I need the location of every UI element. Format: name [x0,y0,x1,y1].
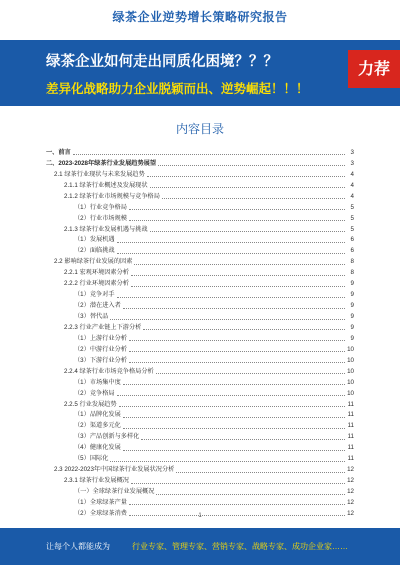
toc-entry-page: 10 [347,356,354,364]
footer-tagline: 行业专家、管理专家、营销专家、战略专家、成功企业家…… [132,542,348,551]
toc-entry-title: （1）行业竞争格局 [74,203,127,211]
toc-leader-dots [156,492,345,495]
toc-entry[interactable] [46,452,354,463]
toc-entry-title: （1）市场集中度 [74,378,121,386]
toc-entry-title: 2.3.1 绿茶行业发展概况 [64,477,129,485]
toc-entry[interactable] [46,376,354,387]
toc-entry-title: （1）全球绿茶产量 [74,498,127,506]
toc-entry-title: （3）替代品 [74,313,109,320]
toc-entry-title: 2.2 影响绿茶行业发展的因素 [54,258,133,266]
toc-entry-page: 9 [350,280,354,288]
toc-entry-title: 2.3 2022-2023年中国绿茶行业发展状况分析 [54,466,175,474]
toc-entry-page: 11 [347,411,354,419]
toc-entry[interactable] [46,398,354,409]
toc-entry[interactable] [46,354,354,365]
toc-entry[interactable] [46,244,354,255]
header-strip [0,0,400,34]
toc-entry-title: （2）潜在进入者 [74,302,121,310]
toc-entry[interactable] [46,441,354,452]
toc-leader-dots [119,404,345,407]
toc-leader-dots [123,448,345,451]
toc-entry[interactable] [46,419,354,430]
toc-entry-title: 2.2.1 宏观环境因素分析 [64,269,129,277]
toc-leader-dots [123,382,345,385]
toc-entry-title: （2）全球绿茶消费 [74,509,127,517]
toc-entry-title: （3）下游行业分析 [74,356,127,364]
toc-entry[interactable] [46,343,354,354]
toc-entry-page: 4 [350,170,354,178]
toc-leader-dots [123,415,345,418]
footer-banner [0,528,400,565]
toc-entry-page: 10 [347,389,354,397]
toc-entry-page: 4 [350,181,354,189]
toc-entry[interactable] [46,277,354,288]
toc-entry-page: 3 [350,159,354,167]
toc-leader-dots [162,196,345,199]
toc-entry[interactable] [46,255,354,266]
toc-entry-title: 2.2.2 行业环境因素分析 [64,280,129,288]
toc-entry-page: 12 [347,488,354,495]
toc-entry-title: 2.1.2 绿茶行业市场规模与竞争格局 [64,192,160,200]
toc-leader-dots [156,371,345,374]
banner-title: 绿茶企业如何走出同质化困境？？？ [46,54,278,70]
toc-leader-dots [147,174,345,177]
toc-leader-dots [176,470,345,473]
toc-leader-dots [117,393,345,396]
toc-entry-title: （一）全球绿茶行业发展概况 [74,488,155,495]
toc-entry-title: 2.2.4 绿茶行业市场竞争格局分析 [64,367,154,375]
toc-leader-dots [158,163,345,166]
report-title: 绿茶企业逆势增长策略研究报告 [112,10,288,24]
toc-entry[interactable] [46,485,354,496]
toc-entry-page: 10 [347,367,354,375]
toc-entry-title: 一、前言 [46,148,71,156]
toc-entry-page: 5 [350,225,354,233]
toc-entry-title: （1）竞争对手 [74,291,115,299]
toc-entry[interactable] [46,496,354,507]
toc-leader-dots [129,338,345,341]
toc-entry-page: 9 [350,302,354,310]
toc-entry-page: 6 [350,236,354,244]
toc-leader-dots [117,240,345,243]
toc-leader-dots [117,251,345,254]
toc-leader-dots [129,502,345,505]
toc-entry-title: （2）渠道多元化 [74,422,121,430]
toc-leader-dots [73,152,345,155]
toc-entry[interactable] [46,179,354,190]
toc-leader-dots [129,207,345,210]
title-banner [0,40,400,106]
toc-entry[interactable] [46,310,354,321]
banner-subtitle: 差异化战略助力企业脱颖而出、逆势崛起！！！ [46,82,309,96]
toc-leader-dots [150,185,345,188]
toc-leader-dots [131,273,345,276]
toc-leader-dots [129,218,345,221]
toc-leader-dots [131,481,345,484]
toc-entry-title: （2）竞争格局 [74,389,115,397]
toc-entry-page: 5 [350,214,354,222]
toc-entry-page: 3 [350,148,354,156]
toc-entry[interactable] [46,387,354,398]
toc-entry[interactable] [46,223,354,234]
toc-entry[interactable] [46,321,354,332]
toc-leader-dots [143,327,345,330]
toc-entry-page: 11 [347,422,354,430]
toc-entry[interactable] [46,146,354,157]
toc-entry-title: （1）上游行业分析 [74,334,127,342]
toc-leader-dots [141,437,345,440]
toc-entry[interactable] [46,234,354,245]
toc-entry-title: （2）行业市场规模 [74,214,127,222]
toc-leader-dots [131,284,345,287]
toc-leader-dots [134,262,345,265]
toc-entry[interactable] [46,430,354,441]
toc-entry[interactable] [46,212,354,223]
toc-entry-page: 12 [347,498,354,506]
toc-entry-title: （2）中游行业分析 [74,345,127,353]
toc-entry-page: 10 [347,378,354,386]
toc-title: 内容目录 [175,122,224,136]
toc-entry[interactable] [46,266,354,277]
toc-entry-page: 12 [347,477,354,485]
toc-leader-dots [150,229,345,232]
footer-slogan: 让每个人都能成为 [46,542,110,551]
toc-entry[interactable] [46,299,354,310]
toc-entry-page: 11 [347,455,354,463]
toc-entry[interactable] [46,474,354,485]
toc-entry[interactable] [46,463,354,474]
toc-entry[interactable] [46,168,354,179]
toc-leader-dots [129,349,345,352]
page-number: 1 [198,513,202,519]
toc-entry-page: 11 [347,400,354,408]
toc-leader-dots [123,426,345,429]
toc-entry-page: 12 [347,466,354,474]
toc-entry-title: 2.2.5 行业发展趋势 [64,400,117,408]
toc-entry-page: 6 [350,247,354,255]
toc-entry-page: 12 [347,509,354,517]
toc-entry-title: （4）健康化发展 [74,444,121,452]
toc-entry-page: 11 [347,433,354,441]
toc-entry[interactable] [46,288,354,299]
recommend-badge: 力荐 [348,50,400,88]
toc-entry-title: （2）面临挑战 [74,247,115,255]
toc-entry-title: （5）国际化 [74,455,109,463]
toc-entry-page: 5 [350,203,354,211]
toc-entry-page: 9 [350,291,354,299]
toc-entry-title: （1）品牌化发展 [74,411,121,419]
toc-entry[interactable] [46,157,354,168]
toc-entry-page: 4 [350,192,354,200]
toc-leader-dots [129,360,345,363]
toc-entry-page: 9 [350,313,354,320]
toc-entry[interactable] [46,201,354,212]
toc-entry-page: 8 [350,269,354,277]
toc-leader-dots [117,295,345,298]
table-of-contents [46,146,354,518]
toc-entry-title: 二、2023-2028年绿茶行业发展趋势展望 [46,159,157,167]
toc-entry-title: 2.1.3 绿茶行业发展机遇与挑战 [64,225,148,233]
toc-entry-page: 9 [350,323,354,331]
toc-leader-dots [110,317,345,320]
toc-entry-title: （3）产品创新与多样化 [74,433,140,441]
toc-entry-page: 11 [347,444,354,452]
toc-entry[interactable] [46,332,354,343]
toc-entry-title: （1）发展机遇 [74,236,115,244]
toc-entry-title: 2.2.3 行业产业链上下游分析 [64,323,142,331]
toc-entry-page: 10 [347,345,354,353]
toc-entry-title: 2.1 绿茶行业现状与未来发展趋势 [54,170,145,178]
toc-entry-title: 2.1.1 绿茶行业概述及发展现状 [64,181,148,189]
toc-leader-dots [123,306,345,309]
toc-entry-page: 9 [350,334,354,342]
toc-entry[interactable] [46,409,354,420]
toc-entry[interactable] [46,365,354,376]
toc-entry-page: 8 [350,258,354,266]
toc-entry[interactable] [46,190,354,201]
toc-leader-dots [110,459,345,462]
